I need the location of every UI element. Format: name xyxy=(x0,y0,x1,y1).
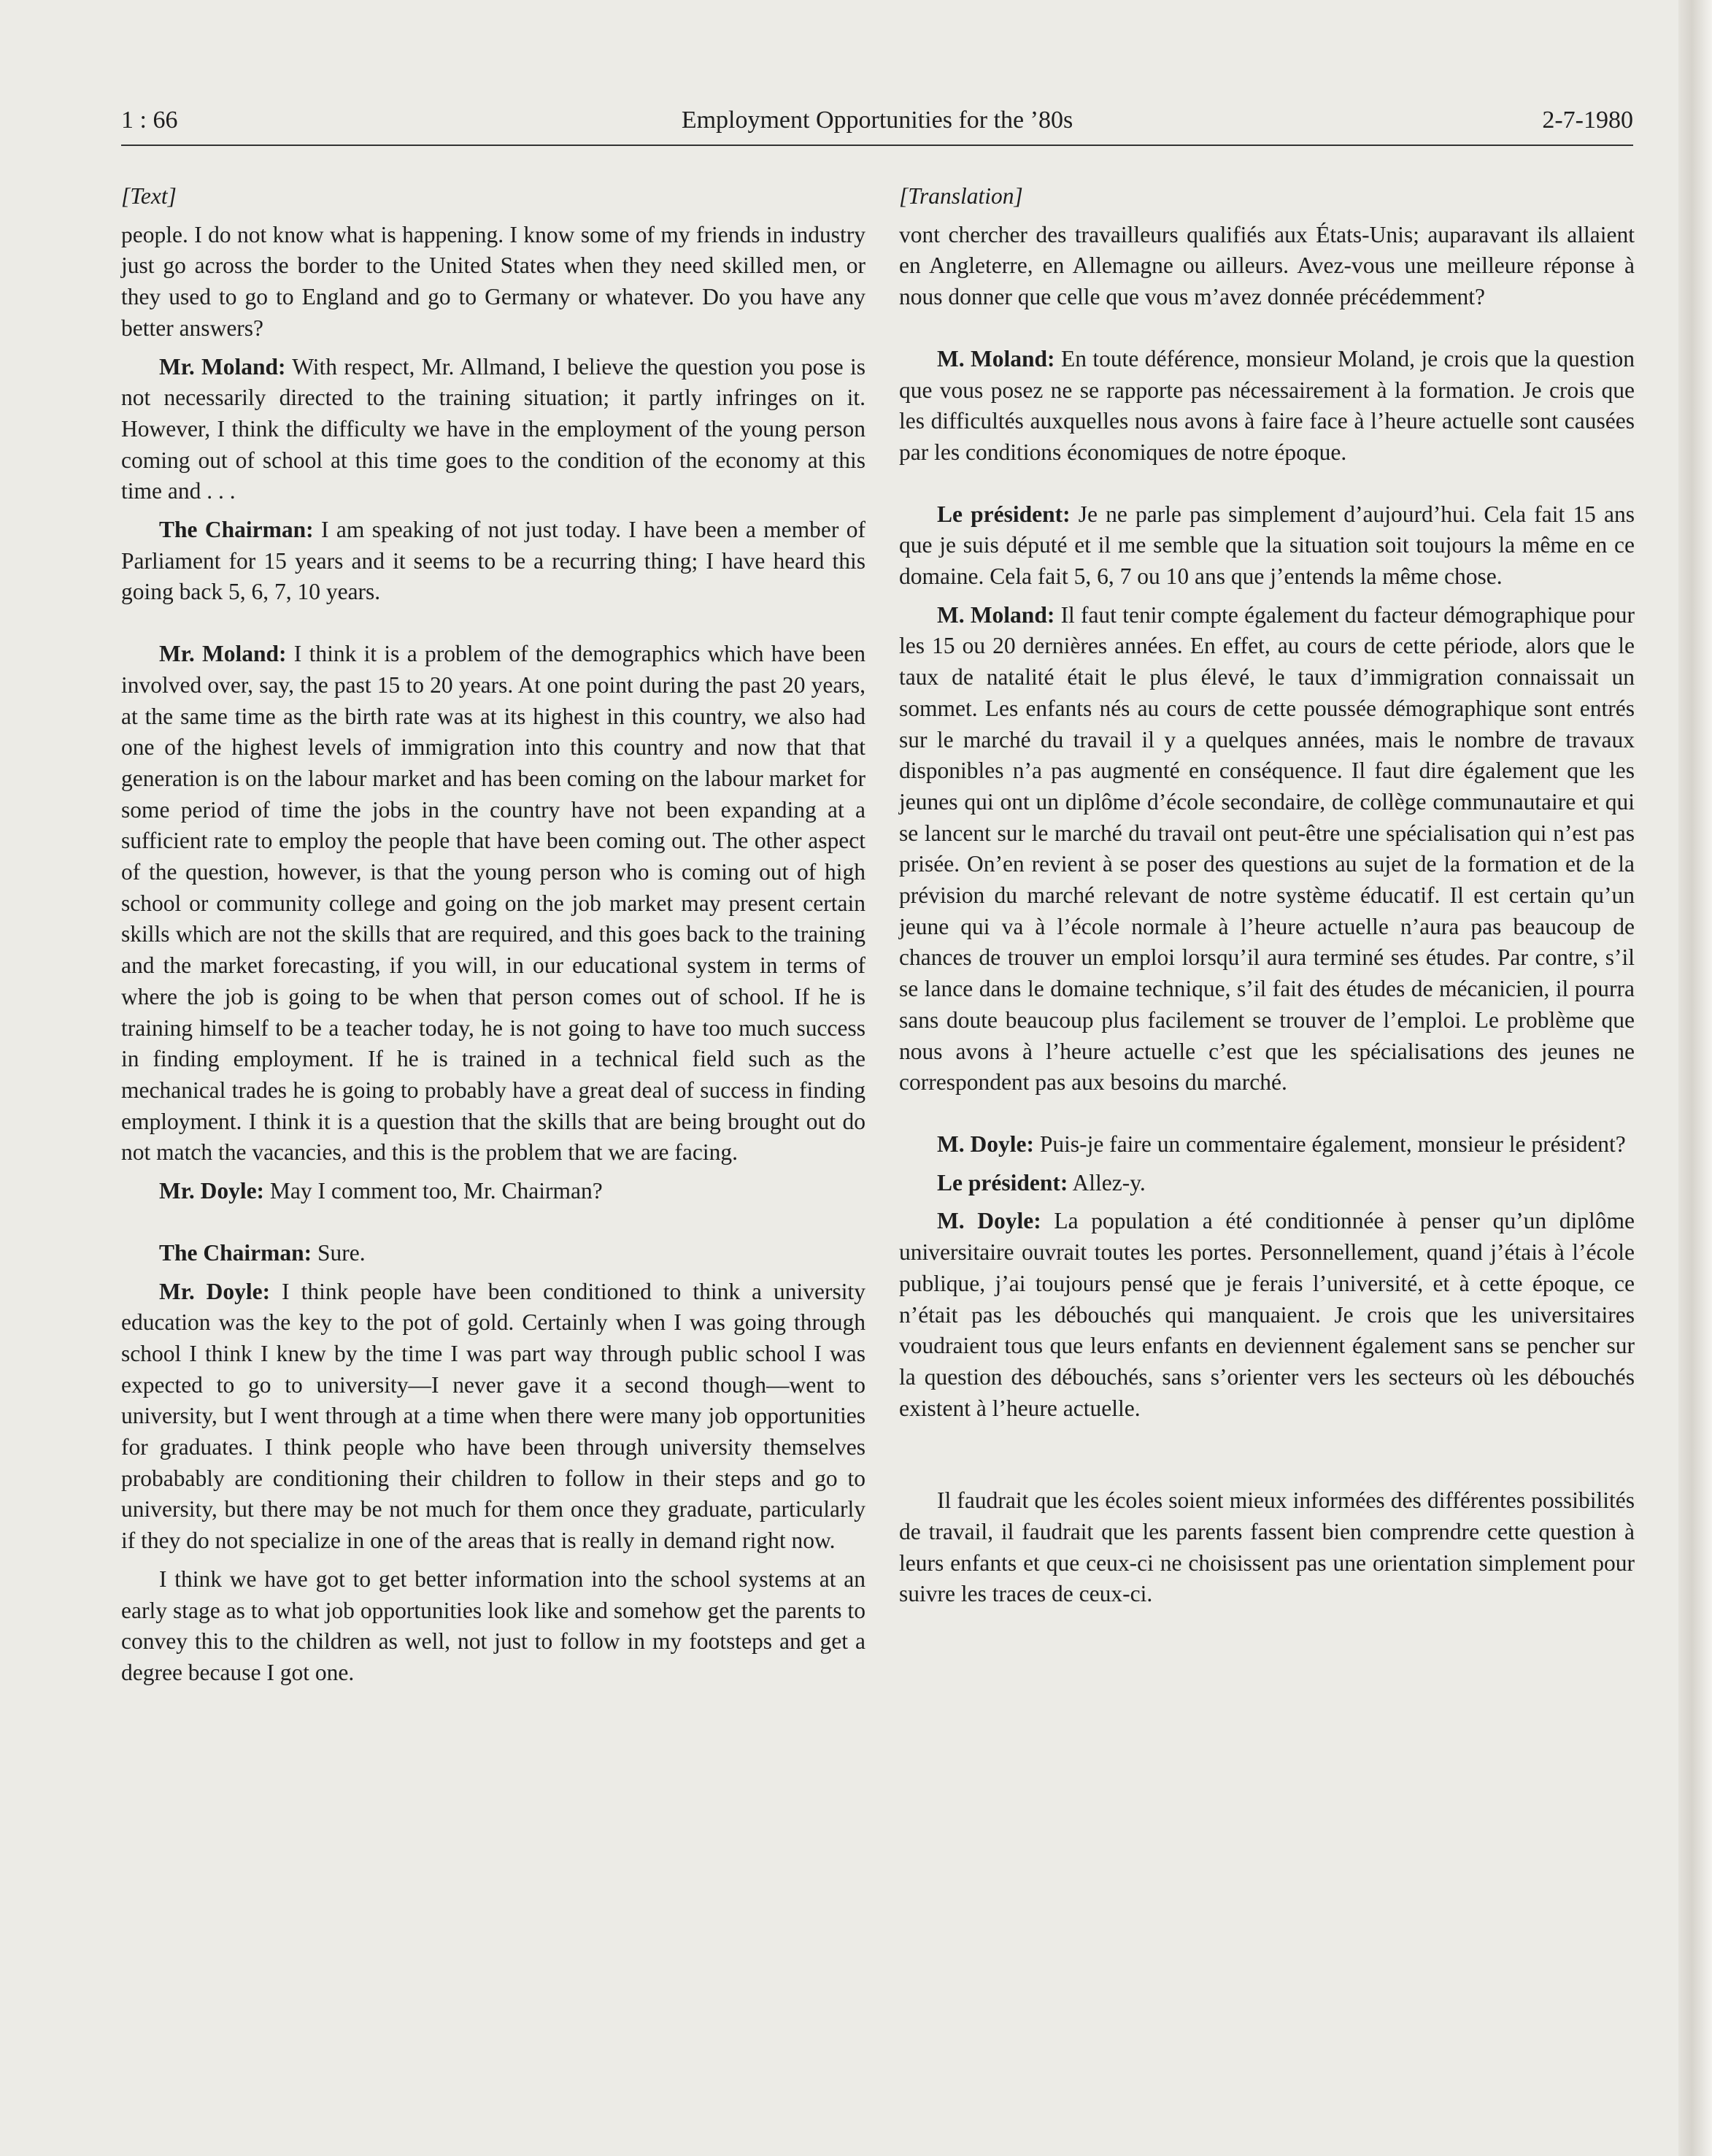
speech-text: La population a été conditionnée à penser qu’un diplôme universitaire ouvrait toutes les portes. Personnellement, quand j’étais à l’école publique, j’ai toujours pensé que je ferais l’université, et à cette époque, ce n’était pas les débouchés qui manquaient. Je crois que les universitaires voudraient tous que leurs enfants en deviennent également sans se pencher sur la question des débouchés, sans s’orienter vers les secteurs où les débouchés existent à l’heure actuelle. xyxy=(899,1208,1635,1421)
paragraph xyxy=(899,499,1635,593)
page-header xyxy=(121,101,1633,146)
column-tag: [Text] xyxy=(121,183,177,209)
speaker-name: Mr. Moland: xyxy=(159,641,287,667)
speech-text: I think people have been conditioned to think a university education was the key to the pot of gold. Certainly when I was going through school I think I knew by the time I was part way through public school I was expected to go to university—I never gave it a second though—went to university, but I went through at a time when there were many job opportunities for graduates. I think people who have been through university themselves probabably are conditioning their children to follow in their steps and go to university, but there may be not much for them once they graduate, particularly if they do not specialize in one of the areas that is really in demand right now. xyxy=(121,1278,865,1554)
speaker-name: M. Doyle: xyxy=(937,1131,1034,1157)
paragraph: Il faudrait que les écoles soient mieux informées des différentes possibilités de travail, il faudrait que les parents fassent bien comprendre cette question à leurs enfants et que ceux-ci ne choisissent pas une orientation simplement pour suivre les traces de ceux-ci. xyxy=(899,1487,1635,1607)
page-number: 1 : 66 xyxy=(121,107,178,134)
paragraph xyxy=(121,639,865,1169)
english-column xyxy=(121,181,865,1689)
page-edge xyxy=(1678,0,1712,2156)
running-title: Employment Opportunities for the ’80s xyxy=(681,107,1073,134)
paragraph xyxy=(899,600,1635,1098)
paragraph: vont chercher des travailleurs qualifiés aux États-Unis; auparavant ils allaient en Angleterre, en Allemagne ou ailleurs. Avez-vous une meilleure réponse à nous donner que celle que vous m’avez donnée précédemment? xyxy=(899,221,1635,310)
french-column xyxy=(899,181,1635,1610)
paragraph xyxy=(121,515,865,608)
paragraph xyxy=(899,1168,1635,1199)
speech-text: Il faut tenir compte également du facteur démographique pour les 15 ou 20 dernières années. En effet, au cours de cette période, alors que le taux de natalité était le plus élevé, le taux d’immigration connaissait un sommet. Les enfants nés au cours de cette poussée démographique sont entrés sur le marché du travail il y a quelques années, mais le nombre de travaux disponibles n’a pas augmenté en conséquence. Il faut dire également que les jeunes qui ont un diplôme d’école secondaire, de collège communautaire et qui se lancent sur le marché du travail ont peut-être une spécialisation qui n’est pas prisée. On’en revient à se poser des questions au sujet de la formation et de la prévision du marché relevant de notre système éducatif. Il est certain qu’un jeune qui va à l’école normale à l’heure actuelle n’aura pas beaucoup de chances de trouver un emploi lorsqu’il aura terminé ses études. Par contre, s’il se lance dans le domaine technique, s’il fait des études de mécanicien, il pourra sans doute beaucoup plus facilement se trouver de l’emploi. Le problème que nous avons à l’heure actuelle c’est que les spécialisations des jeunes ne correspondent pas aux besoins du marché. xyxy=(899,601,1635,1096)
paragraph xyxy=(121,1238,865,1269)
speech-text: Allez-y. xyxy=(1068,1169,1146,1196)
speaker-name: M. Moland: xyxy=(937,345,1055,371)
speaker-name: Le président: xyxy=(937,1169,1068,1196)
speaker-name: The Chairman: xyxy=(159,517,314,543)
paragraph xyxy=(121,352,865,508)
speaker-name: M. Doyle: xyxy=(937,1208,1041,1234)
header-date: 2-7-1980 xyxy=(1542,107,1633,134)
paragraph xyxy=(899,1129,1635,1160)
paragraph xyxy=(899,1206,1635,1424)
speech-text: I am speaking of not just today. I have been a member of Parliament for 15 years and it seems to be a recurring thing; I have heard this going back 5, 6, 7, 10 years. xyxy=(121,517,865,605)
paragraph xyxy=(121,1277,865,1557)
column-tag: [Translation] xyxy=(899,183,1023,209)
paragraph xyxy=(121,1176,865,1207)
speech-text: Puis-je faire un commentaire également, monsieur le président? xyxy=(1033,1131,1626,1157)
speech-text: I think it is a problem of the demographics which have been involved over, say, the past 15 to 20 years. At one point during the past 20 years, at the same time as the birth rate was at its highest in this country, we also had one of the highest levels of immigration into this country and now that that generation is on the labour market and has been coming on the labour market for some period of time the jobs in the country have not been expanding at a sufficient rate to employ the people that have been coming out. The other aspect of the question, however, is that the young person who is coming out of high school or community college and going on the job market may present certain skills which are not the skills that are required, and this goes back to the training and the market forecasting, if you will, in our educational system in terms of where the job is going to be when that person comes out of school. If he is training himself to be a teacher today, he is not going to have too much success in finding employment. If he is trained in a technical field such as the mechanical trades he is going to probably have a great deal of success in finding employment. I think it is a question that the skills that are being brought out do not match the vacancies, and this is the problem that we are facing. xyxy=(121,641,865,1166)
speaker-name: Mr. Moland: xyxy=(159,353,286,380)
paragraph xyxy=(899,344,1635,469)
speech-text: Je ne parle pas simplement d’aujourd’hui. Cela fait 15 ans que je suis député et il me semble que la situation soit toujours la même en ce domaine. Cela fait 5, 6, 7 ou 10 ans que j’entends la même chose. xyxy=(899,501,1635,590)
paragraph: I think we have got to get better information into the school systems at an early stage as to what job opportunities look like and somehow get the parents to convey this to the children as well, not just to follow in my footsteps and get a degree because I got one. xyxy=(121,1566,865,1685)
speech-text: May I comment too, Mr. Chairman? xyxy=(264,1178,603,1204)
speaker-name: Mr. Doyle: xyxy=(159,1178,265,1204)
speaker-name: The Chairman: xyxy=(159,1239,312,1266)
speech-text: With respect, Mr. Allmand, I believe the question you pose is not necessarily directed to the training situation; it partly infringes on it. However, I think the difficulty we have in the employment of the young person coming out of school at this time goes to the condition of the economy at this time and . . . xyxy=(121,353,865,504)
speaker-name: Le président: xyxy=(937,501,1071,527)
speaker-name: Mr. Doyle: xyxy=(159,1278,271,1304)
speaker-name: M. Moland: xyxy=(937,601,1055,628)
speech-text: En toute déférence, monsieur Moland, je crois que la question que vous posez ne se rapporte pas nécessairement à la formation. Je crois que les difficultés auxquelles nous avons à faire face à l’heure actuelle sont causées par les conditions économiques de notre époque. xyxy=(899,345,1635,465)
speech-text: Sure. xyxy=(312,1239,366,1266)
paragraph: people. I do not know what is happening. I know some of my friends in industry just go across the border to the United States when they need skilled men, or they used to go to England and go to Germany or whatever. Do you have any better answers? xyxy=(121,221,865,341)
